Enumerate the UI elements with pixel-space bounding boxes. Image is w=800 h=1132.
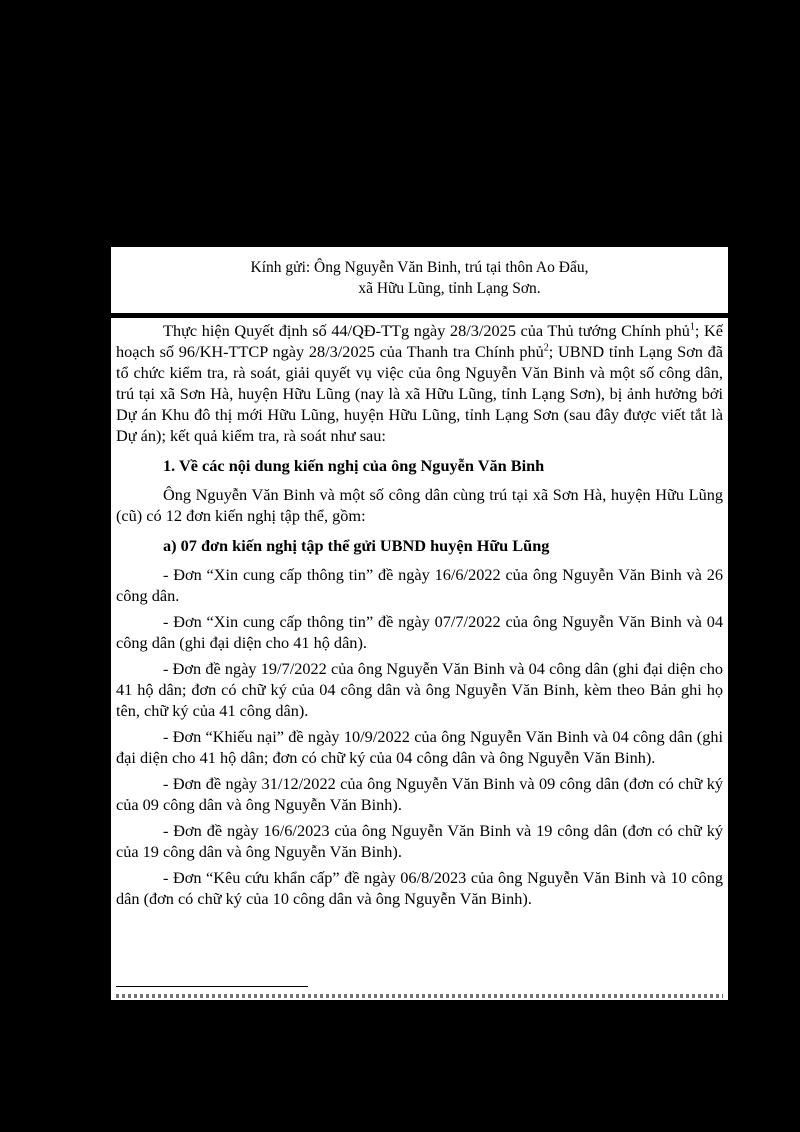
- addressee: [111, 257, 728, 299]
- petition-item-4: - Đơn “Khiếu nại” đề ngày 10/9/2022 của ông Nguyễn Văn Binh và 04 công dân (ghi đại diện cho 41 hộ dân; đơn có chữ ký của 04 công dân và ông Nguyễn Văn Binh).: [116, 727, 723, 767]
- subsection-a-heading: a) 07 đơn kiến nghị tập thể gửi UBND huyện Hữu Lũng: [163, 536, 550, 555]
- footnote-separator: [116, 986, 308, 987]
- footnote-ref-2: 2: [543, 342, 549, 354]
- document-content: [116, 320, 723, 914]
- intro-text-2: ; Kế hoạch số 96/KH-TTCP ngày 28/3/2025 của Thanh tra Chính phủ: [116, 321, 724, 361]
- intro-paragraph: [116, 320, 723, 446]
- petition-item-1: - Đơn “Xin cung cấp thông tin” đề ngày 16/6/2022 của ông Nguyễn Văn Binh và 26 công dân.: [116, 565, 723, 605]
- addressee-line-1: Kính gửi: Ông Nguyễn Văn Binh, trú tại thôn Ao Đẩu,: [250, 259, 589, 276]
- section-1-paragraph: Ông Nguyễn Văn Binh và một số công dân cùng trú tại xã Sơn Hà, huyện Hữu Lũng (cũ) có 12 đơn kiến nghị tập thể, gồm:: [116, 485, 723, 525]
- intro-text-3: ; UBND tỉnh Lạng Sơn đã tổ chức kiểm tra, rà soát, giải quyết vụ việc của ông Nguyễn Văn Binh và một số công dân, trú tại xã Sơn Hà, huyện Hữu Lũng (nay là xã Hữu Lũng, tỉnh Lạng Sơn), bị ảnh hưởng bởi Dự án Khu đô thị mới Hữu Lũng, huyện Hữu Lũng, tỉnh Lạng Sơn (sau đây được viết tắt là Dự án); kết quả kiểm tra, rà soát như sau:: [116, 342, 723, 445]
- addressee-box: [111, 247, 728, 313]
- petition-item-5: - Đơn đề ngày 31/12/2022 của ông Nguyễn Văn Binh và 09 công dân (đơn có chữ ký của 09 công dân và ông Nguyễn Văn Binh).: [116, 774, 723, 814]
- intro-text-1: Thực hiện Quyết định số 44/QĐ-TTg ngày 28/3/2025 của Thủ tướng Chính phủ: [163, 321, 690, 340]
- petition-item-3: - Đơn đề ngày 19/7/2022 của ông Nguyễn Văn Binh và 04 công dân (ghi đại diện cho 41 hộ dân; đơn có chữ ký của 04 công dân và ông Nguyễn Văn Binh, kèm theo Bản ghi họ tên, chữ ký của 41 công dân).: [116, 659, 723, 720]
- addressee-line-2: xã Hữu Lũng, tỉnh Lạng Sơn.: [358, 280, 541, 297]
- petition-item-2: - Đơn “Xin cung cấp thông tin” đề ngày 07/7/2022 của ông Nguyễn Văn Binh và 04 công dân (ghi đại diện cho 41 hộ dân).: [116, 612, 723, 652]
- section-1-heading: 1. Về các nội dung kiến nghị của ông Nguyễn Văn Binh: [163, 456, 545, 475]
- document-body: [111, 318, 728, 1000]
- cropped-footnote-text: [116, 994, 723, 998]
- petition-item-6: - Đơn đề ngày 16/6/2023 của ông Nguyễn Văn Binh và 19 công dân (đơn có chữ ký của 19 công dân và ông Nguyễn Văn Binh).: [116, 821, 723, 861]
- petition-item-7: - Đơn “Kêu cứu khẩn cấp” đề ngày 06/8/2023 của ông Nguyễn Văn Binh và 10 công dân (đơn có chữ ký của 10 công dân và ông Nguyễn Văn Binh).: [116, 868, 723, 908]
- footnote-ref-1: 1: [689, 321, 695, 333]
